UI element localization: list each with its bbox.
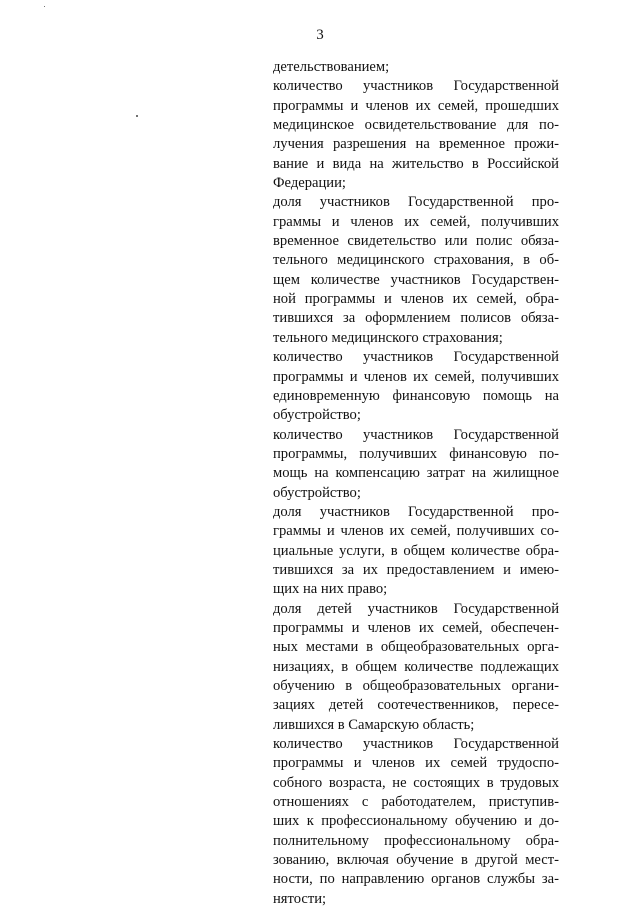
text-line: единовременную финансовую помощь на [273, 387, 559, 404]
text-line: зациях детей соотечественников, пересе- [273, 697, 559, 714]
text-line: доля участников Государственной про- [273, 194, 559, 211]
text-line: программы и членов их семей, прошедших [273, 97, 559, 114]
text-line: щем количестве участников Государствен- [273, 271, 559, 288]
text-line: количество участников Государственной [273, 426, 559, 443]
text-line: временное свидетельство или полис обяза- [273, 233, 559, 250]
scan-speck [136, 115, 138, 117]
text-line: тившихся за оформлением полисов обяза- [273, 310, 559, 327]
text-line: обустройство; [273, 484, 361, 501]
text-line: количество участников Государственной [273, 349, 559, 366]
text-line: обустройство; [273, 407, 361, 424]
text-line: нятости; [273, 890, 327, 907]
text-line: циальные услуги, в общем количестве обра- [273, 542, 559, 559]
text-line: тельного медицинского страхования, в об- [273, 252, 559, 269]
text-line: Федерации; [273, 175, 346, 192]
text-line: лившихся в Самарскую область; [273, 716, 475, 733]
text-line: доля детей участников Государственной [273, 600, 559, 617]
text-line: ной программы и членов их семей, обра- [273, 291, 559, 308]
text-line: медицинское освидетельствование для по- [273, 117, 559, 134]
text-line: ных местами в общеобразовательных орга- [273, 639, 559, 656]
text-line: зованию, включая обучение в другой мест- [273, 852, 559, 869]
text-line: собного возраста, не состоящих в трудовых [273, 774, 559, 791]
text-line: вание и вида на жительство в Российской [273, 155, 559, 172]
text-line: программы, получивших финансовую по- [273, 445, 559, 462]
text-line: граммы и членов их семей, получивших со- [273, 523, 559, 540]
text-line: ности, по направлению органов службы за- [273, 871, 559, 888]
page-number: 3 [316, 27, 324, 43]
text-line: ших к профессиональному обучению и до- [273, 813, 559, 830]
text-line: полнительному профессиональному обра- [273, 832, 559, 849]
text-line: тельного медицинского страхования; [273, 329, 503, 346]
text-line: низациях, в общем количестве подлежащих [273, 658, 559, 675]
text-line: мощь на компенсацию затрат на жилищное [273, 465, 559, 482]
text-line: программы и членов их семей трудоспо- [273, 755, 559, 772]
text-line: количество участников Государственной [273, 78, 559, 95]
text-line: тившихся за их предоставлением и имею- [273, 561, 559, 578]
text-line: детельствованием; [273, 59, 390, 75]
text-line: обучению в общеобразовательных органи- [273, 678, 559, 694]
text-column [273, 58, 559, 909]
text-line: количество участников Государственной [273, 736, 559, 753]
text-line: отношениях с работодателем, приступив- [273, 794, 559, 811]
text-line: программы и членов их семей, получивших [273, 368, 559, 385]
text-line: доля участников Государственной про- [273, 503, 559, 520]
text-line: программы и членов их семей, обеспечен- [273, 619, 559, 636]
text-line: лучения разрешения на временное прожи- [273, 136, 559, 153]
text-line: щих на них право; [273, 581, 388, 598]
text-line: граммы и членов их семей, получивших [273, 213, 559, 230]
scan-speck [44, 6, 45, 7]
